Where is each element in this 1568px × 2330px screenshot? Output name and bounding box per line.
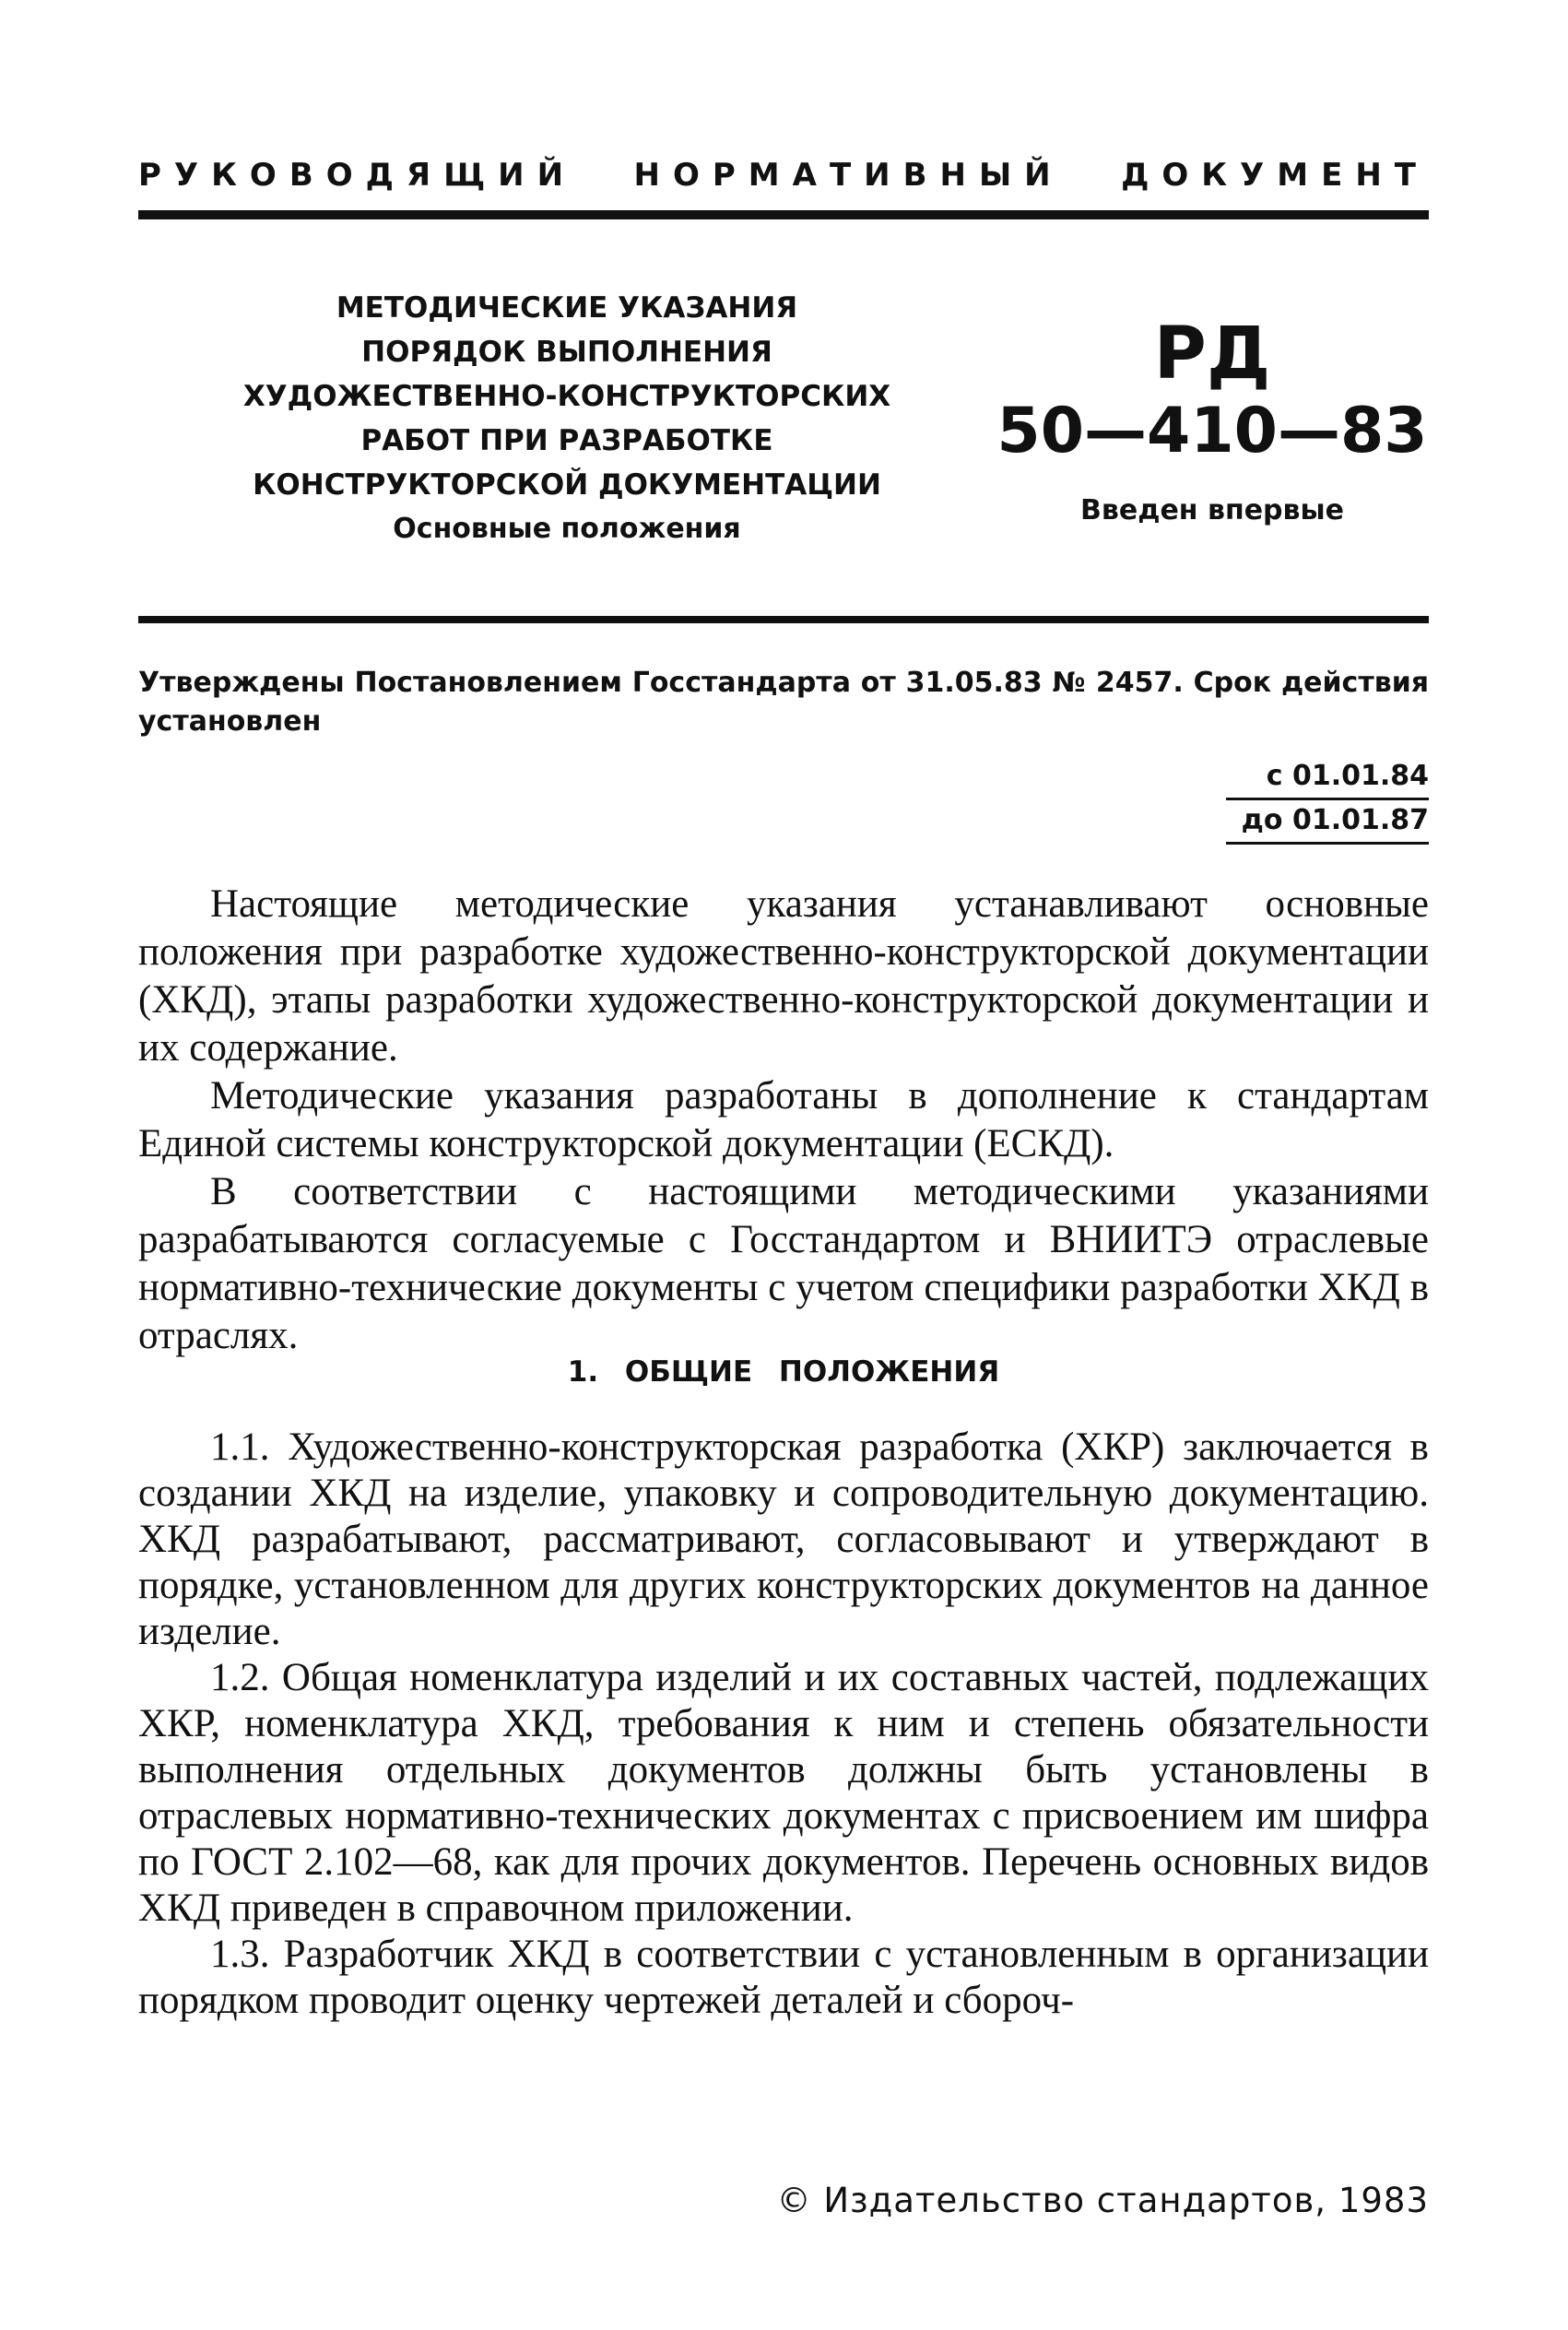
clause-1-2: 1.2. Общая номенклатура изделий и их составных частей, подлежащих ХКР, номенклатура ХКД, требования к ним и степень обязательности выполнения отдельных документов должны быть установлены в отраслевых нормативно-технических документах с присвоением им шифра по ГОСТ 2.102—68, как для прочих документов. Перечень основных видов ХКД приведен в справочном приложении. [138, 1656, 1429, 1930]
header-rule [138, 210, 1429, 219]
header-word-3: ДОКУМЕНТ [1121, 157, 1429, 194]
section-1-text [138, 1425, 1429, 2024]
valid-from: с 01.01.84 [1226, 756, 1429, 800]
title-line-4: РАБОТ ПРИ РАЗРАБОТКЕ [360, 424, 773, 457]
clause-1-3: 1.3. Разработчик ХКД в соответствии с установленным в организации порядком проводит оценку чертежей деталей и сбороч- [138, 1933, 1429, 2022]
title-line-2: ПОРЯДОК ВЫПОЛНЕНИЯ [361, 336, 772, 369]
validity-dates [1226, 756, 1429, 845]
title-rule [138, 616, 1429, 623]
header-word-1: РУКОВОДЯЩИЙ [138, 157, 577, 194]
intro-paragraph-2: Методические указания разработаны в дополнение к стандартам Единой системы конструкторской документации (ЕСКД). [138, 1074, 1429, 1165]
approval-statement: Утверждены Постановлением Госстандарта от 31.05.83 № 2457. Срок действия установлен [138, 667, 1429, 738]
code-prefix: РД [1153, 313, 1271, 396]
title-line-3: ХУДОЖЕСТВЕННО-КОНСТРУКТОРСКИХ [242, 380, 891, 413]
document-type-header [138, 157, 1429, 194]
intro-text [138, 881, 1429, 1360]
title-line-5: КОНСТРУКТОРСКОЙ ДОКУМЕНТАЦИИ [253, 468, 881, 502]
title-line-1: МЕТОДИЧЕСКИЕ УКАЗАНИЯ [336, 291, 798, 325]
section-heading: 1. ОБЩИЕ ПОЛОЖЕНИЯ [567, 1355, 1000, 1389]
intro-paragraph-3: В соответствии с настоящими методическими указаниями разрабатываются согласуемые с Госстандартом и ВНИИТЭ отраслевые нормативно-технические документы с учетом специфики разработки ХКД в отраслях. [138, 1170, 1429, 1357]
document-title [138, 286, 996, 551]
intro-paragraph-1: Настоящие методические указания устанавливают основные положения при разработке художественно-конструкторской документации (ХКД), этапы разработки художественно-конструкторской документации и их содержание. [138, 882, 1429, 1070]
header-word-2: НОРМАТИВНЫЙ [633, 157, 1064, 194]
valid-to: до 01.01.87 [1226, 800, 1429, 845]
clause-1-1: 1.1. Художественно-конструкторская разработка (ХКР) заключается в создании ХКД на изделие, упаковку и сопроводительную документацию. ХКД разрабатывают, рассматривают, согласовывают и утверждают в порядке, установленном для других конструкторских документов на данное изделие. [138, 1425, 1429, 1653]
code-number: 50—410—83 [996, 395, 1428, 467]
document-code [996, 313, 1429, 526]
title-subtitle: Основные положения [393, 513, 741, 545]
copyright-notice: © Издательство стандартов, 1983 [776, 2181, 1429, 2220]
introduced-note: Введен впервые [1080, 494, 1344, 526]
